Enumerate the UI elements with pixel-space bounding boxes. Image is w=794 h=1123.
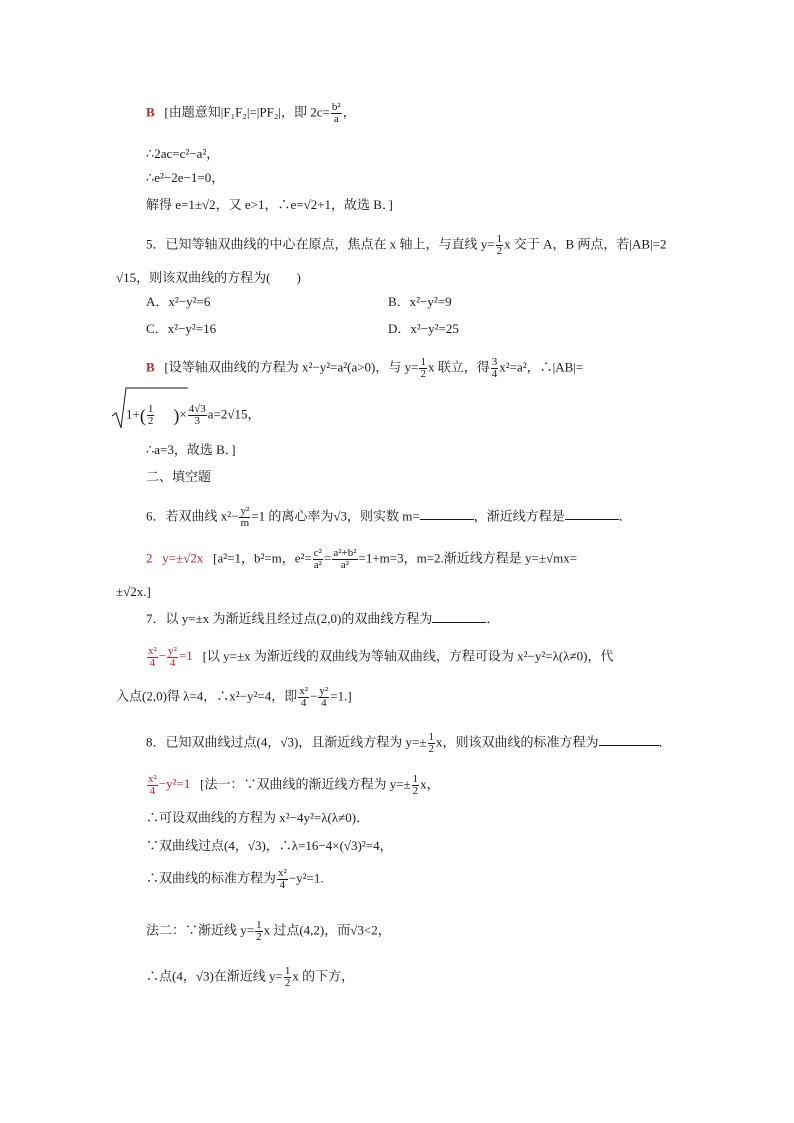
fraction: $\frac{\text{x²}}{4}$ bbox=[278, 867, 287, 891]
q5-answer: B bbox=[146, 359, 155, 375]
q4-text: [由题意知|F₁F₂|=|PF₂|，即 2c= bbox=[164, 104, 330, 120]
answer-blank bbox=[432, 610, 486, 623]
answer-blank bbox=[420, 507, 474, 520]
q6-answer-m: 2 bbox=[146, 550, 153, 566]
q5-solution-line1: B [设等轴双曲线的方程为 x²−y²=a²(a>0)，与 y= $\frac{1}{2}$ x 联立，得 $\frac{3}{4}$ x²=a²，∴|AB|= bbox=[146, 356, 584, 380]
q8-solution-line4: ∴双曲线的标准方程为 $\frac{\text{x²}}{4}$ −y²=1. bbox=[146, 867, 324, 891]
q5-option-d: D．x²−y²=25 bbox=[388, 321, 459, 336]
fraction: $\frac{1}{2}$ bbox=[412, 773, 419, 797]
q4-solution-line1: B [由题意知|F₁F₂|=|PF₂|，即 2c= $\frac{\text{b²}}{a}$ ， bbox=[146, 101, 356, 125]
fraction: $\frac{\text{x²}}{4}$ bbox=[299, 685, 309, 709]
q5-solution-line3: ∴a=3，故选 B．] bbox=[146, 442, 236, 457]
q4-solution-line2: ∴2ac=c²−a²， bbox=[146, 146, 220, 161]
q5-option-c: C．x²−y²=16 bbox=[146, 321, 217, 336]
q5-stem-line1: 5．已知等轴双曲线的中心在原点，焦点在 x 轴上，与直线 y= $\frac{1}{2}$ x 交于 A，B 两点，若|AB|=2 bbox=[146, 233, 667, 257]
q7-stem: 7．以 y=±x 为渐近线且经过点(2,0)的双曲线方程为 ． bbox=[146, 611, 500, 626]
q4-solution-line3: ∴e²−2e−1=0， bbox=[146, 170, 225, 185]
fraction: $\frac{1}{2}$ bbox=[420, 356, 426, 380]
answer-blank bbox=[599, 733, 659, 746]
q5-solution-line2: 1+( $\frac{1}{2}$ )× $\frac{4√3}{3}$ a=2√15， bbox=[126, 403, 261, 427]
fraction: $\frac{\text{x²}}{4}$ bbox=[148, 645, 157, 669]
q5-option-a: A．x²−y²=6 bbox=[146, 294, 211, 309]
fraction: $\frac{\text{y²}}{4}$ bbox=[168, 645, 177, 669]
q8-solution-line3: ∵双曲线过点(4，√3)，∴λ=16−4×(√3)²=4， bbox=[146, 838, 393, 853]
fraction: $\frac{1}{2}$ bbox=[284, 965, 291, 989]
q8-solution-line1: $\frac{\text{x²}}{4}$ −y²=1 [法一：∵双曲线的渐近线方程为 y=± $\frac{1}{2}$ x， bbox=[148, 773, 440, 797]
q6-answer-asymptote: y=±√2x bbox=[162, 550, 204, 566]
q7-solution-line2: 入点(2,0)得 λ=4，∴x²−y²=4，即 $\frac{\text{x²}}{4}$ − $\frac{\text{y²}}{4}$ =1.] bbox=[116, 685, 352, 709]
q6-solution-line1: 2 y=±√2x [a²=1，b²=m，e²= $\frac{\text{c²}}{\text{a²}}$ = $\frac{\text{a²+b²}}{\text{a²}}$ =1+m=3，m=2.渐近线方程是 y=±√mx= bbox=[146, 547, 578, 571]
q8-stem: 8．已知双曲线过点(4，√3)，且渐近线方程为 y=± $\frac{1}{2}$ x，则该双曲线的标准方程为 ． bbox=[146, 731, 672, 755]
q8-answer: $\frac{\text{x²}}{4}$ −y²=1 bbox=[148, 773, 191, 797]
fraction: $\frac{\text{c²}}{\text{a²}}$ bbox=[313, 547, 322, 571]
fraction: $\frac{\text{y²}}{4}$ bbox=[319, 685, 329, 709]
q7-solution-line1: $\frac{\text{x²}}{4}$ − $\frac{\text{y²}}{4}$ =1 [以 y=±x 为渐近线的双曲线为等轴双曲线，方程可设为 x²−y²=λ(λ≠0)，代 bbox=[148, 645, 614, 669]
fraction: $\frac{1}{2}$ bbox=[256, 919, 262, 943]
q5-stem-line2: √15，则该双曲线的方程为( ) bbox=[116, 270, 301, 285]
fraction: $\frac{1}{2}$ bbox=[496, 233, 503, 257]
fraction: $\frac{\text{b²}}{a}$ bbox=[331, 101, 341, 125]
q8-solution-line2: ∴可设双曲线的方程为 x²−4y²=λ(λ≠0)． bbox=[146, 810, 370, 825]
fraction: $\frac{\text{y²}}{m}$ bbox=[240, 505, 250, 529]
fraction: $\frac{3}{4}$ bbox=[491, 356, 498, 380]
section-heading: 二、填空题 bbox=[146, 469, 212, 484]
q6-stem: 6．若双曲线 x²− $\frac{\text{y²}}{m}$ =1 的离心率为√3，则实数 m= ，渐近线方程是 ． bbox=[146, 505, 632, 529]
fraction: $\frac{1}{2}$ bbox=[428, 731, 435, 755]
q8-solution-line5: 法二：∵渐近线 y= $\frac{1}{2}$ x 过点(4,2)，而√3<2， bbox=[146, 919, 391, 943]
fraction: $\frac{\text{a²+b²}}{\text{a²}}$ bbox=[333, 547, 357, 571]
q5-option-b: B．x²−y²=9 bbox=[388, 294, 452, 309]
fraction: $\frac{\text{x²}}{4}$ bbox=[148, 773, 157, 797]
q7-answer: $\frac{\text{x²}}{4}$ − $\frac{\text{y²}}{4}$ =1 bbox=[148, 645, 193, 669]
answer-blank bbox=[565, 507, 619, 520]
q6-solution-line2: ±√2x.] bbox=[116, 584, 151, 599]
q4-solution-line4: 解得 e=1±√2，又 e>1，∴e=√2+1，故选 B．] bbox=[146, 197, 393, 212]
fraction: $\frac{1}{2}$ bbox=[147, 403, 154, 427]
fraction: $\frac{4√3}{3}$ bbox=[188, 403, 206, 427]
q4-answer: B bbox=[146, 104, 155, 120]
q8-solution-line6: ∴点(4，√3)在渐近线 y= $\frac{1}{2}$ x 的下方， bbox=[146, 965, 355, 989]
